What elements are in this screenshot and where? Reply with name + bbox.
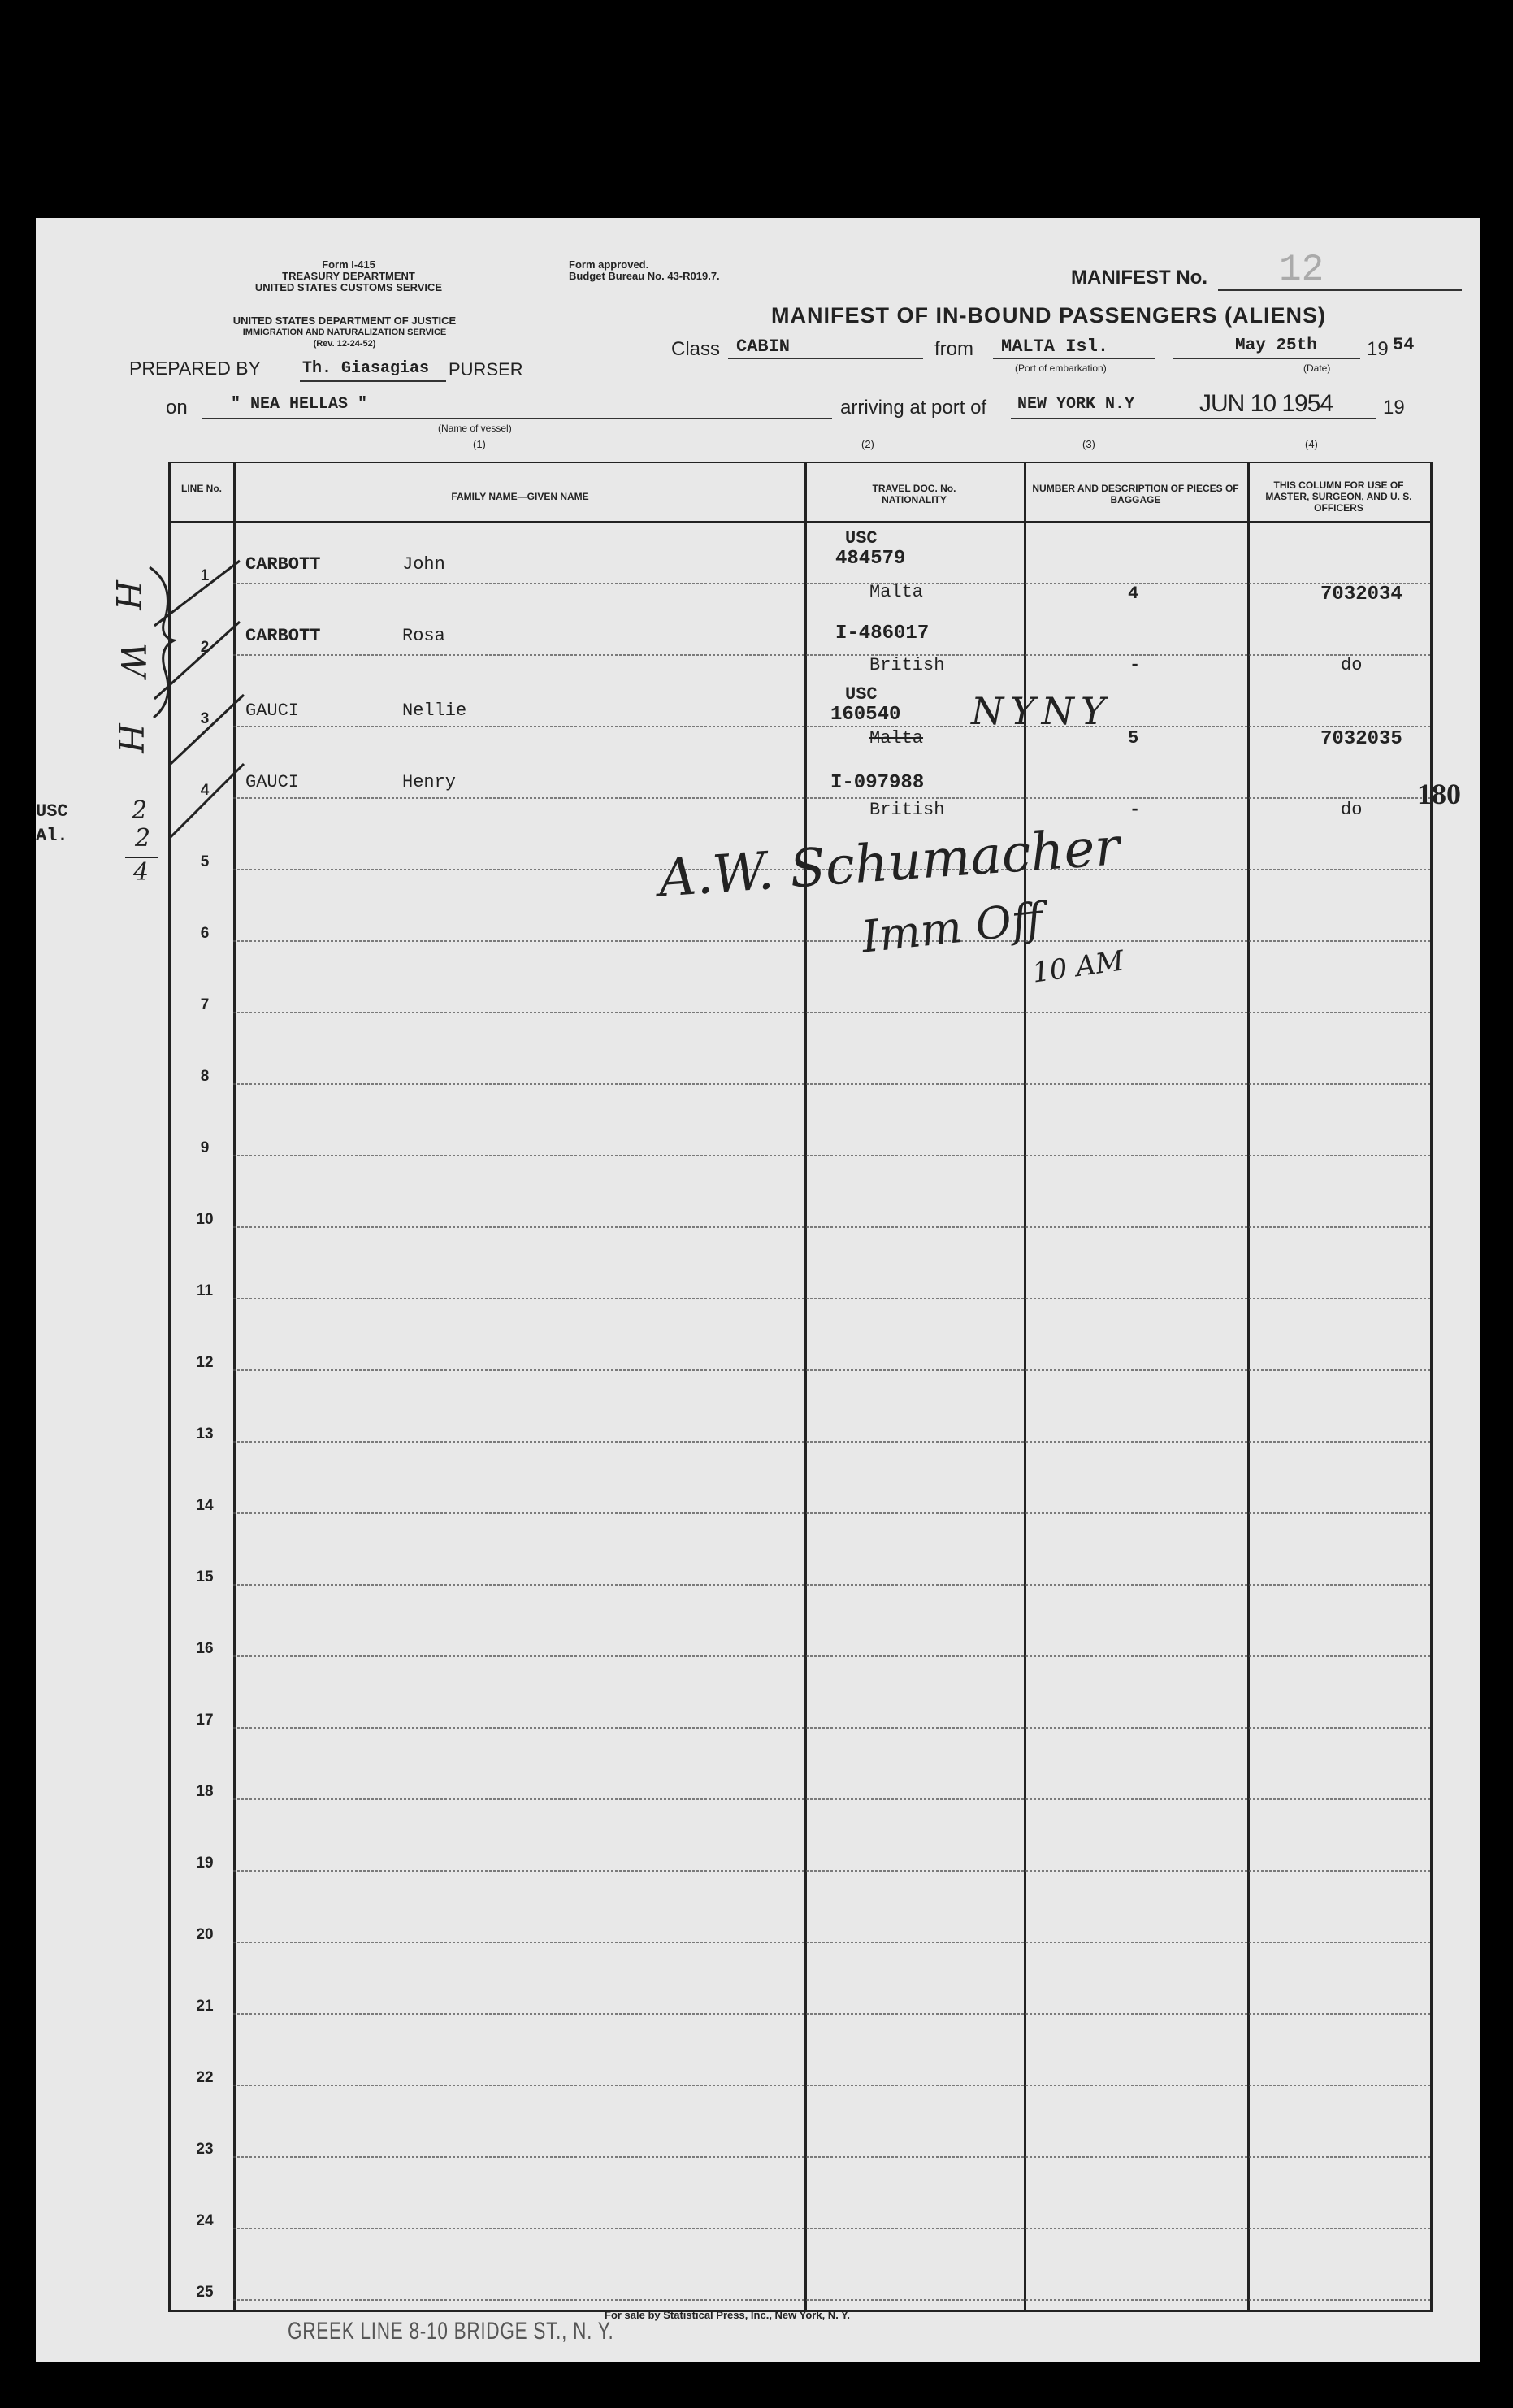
line-number: 4 bbox=[200, 782, 210, 799]
port-embark-caption: (Port of embarkation) bbox=[1015, 362, 1107, 374]
line-number: 5 bbox=[200, 853, 210, 870]
line-number: 1 bbox=[200, 567, 210, 584]
arrival-year-prefix: 19 bbox=[1383, 397, 1405, 419]
departure-date: May 25th bbox=[1235, 336, 1317, 355]
on-label: on bbox=[166, 397, 188, 419]
given-name: Rosa bbox=[402, 626, 445, 646]
line-number: 22 bbox=[196, 2069, 214, 2086]
line-number: 14 bbox=[196, 1497, 214, 1514]
prepared-by-name: Th. Giasagias bbox=[302, 359, 430, 378]
travel-doc: I-097988 bbox=[830, 772, 925, 794]
arriving-label: arriving at port of bbox=[840, 397, 987, 419]
prepared-by-role: PURSER bbox=[449, 359, 523, 380]
line-number: 7 bbox=[200, 996, 210, 1013]
passenger-table bbox=[168, 462, 1433, 2312]
column-number-4: (4) bbox=[1305, 438, 1318, 450]
table-rows bbox=[171, 463, 1430, 2310]
line-number: 2 bbox=[200, 639, 210, 656]
line-number: 15 bbox=[196, 1568, 214, 1586]
line-number: 11 bbox=[196, 1282, 214, 1299]
line-number: 12 bbox=[196, 1354, 214, 1371]
year-prefix: 19 bbox=[1367, 338, 1389, 360]
officer-title: Imm Off bbox=[859, 892, 1046, 963]
margin-w: W bbox=[113, 642, 154, 679]
nationality: British bbox=[869, 800, 945, 820]
line-number: 3 bbox=[200, 710, 210, 727]
line-number: 18 bbox=[196, 1783, 214, 1800]
baggage: - bbox=[1129, 800, 1141, 820]
class-label: Class bbox=[671, 338, 721, 360]
from-label: from bbox=[934, 338, 973, 360]
line-number: 8 bbox=[200, 1068, 210, 1085]
given-name: John bbox=[402, 554, 445, 575]
margin-h-1: H bbox=[107, 580, 148, 610]
line-number: 10 bbox=[196, 1211, 214, 1228]
officer-signature: A.W. Schumacher bbox=[657, 817, 1122, 909]
line-number: 6 bbox=[200, 925, 210, 942]
doc-prefix: USC bbox=[845, 684, 878, 705]
margin-count-2a: 2 bbox=[132, 796, 148, 825]
column-number-1: (1) bbox=[473, 438, 486, 450]
given-name: Henry bbox=[402, 772, 457, 792]
date-caption: (Date) bbox=[1303, 362, 1331, 374]
margin-count-2b: 2 bbox=[135, 824, 151, 853]
column-number-2: (2) bbox=[861, 438, 874, 450]
family-name: CARBOTT bbox=[245, 626, 321, 646]
line-number: 9 bbox=[200, 1139, 210, 1156]
nationality: Malta bbox=[869, 728, 924, 748]
baggage: - bbox=[1129, 655, 1141, 675]
line-number: 13 bbox=[196, 1425, 214, 1443]
line-number: 16 bbox=[196, 1640, 214, 1657]
officer-note: do bbox=[1341, 655, 1363, 675]
manifest-number: 12 bbox=[1279, 249, 1324, 291]
travel-doc: I-486017 bbox=[835, 623, 930, 644]
margin-al: Al. bbox=[36, 826, 68, 846]
side-number: 180 bbox=[1417, 778, 1461, 810]
vessel-caption: (Name of vessel) bbox=[438, 423, 512, 434]
column-header-officers: THIS COLUMN FOR USE OF MASTER, SURGEON, AND U. S. OFFICERS bbox=[1265, 479, 1412, 514]
class-value: CABIN bbox=[736, 336, 791, 357]
vessel-name: " NEA HELLAS " bbox=[231, 395, 368, 414]
form-header-treasury: Form I-415 TREASURY DEPARTMENT UNITED STATES CUSTOMS SERVICE bbox=[254, 258, 443, 293]
prepared-by-label: PREPARED BY bbox=[129, 358, 261, 379]
line-number: 17 bbox=[196, 1712, 214, 1729]
officer-note: 7032034 bbox=[1320, 584, 1402, 605]
handwritten-nyny: NYNY bbox=[971, 689, 1112, 733]
form-header-justice: UNITED STATES DEPARTMENT OF JUSTICE IMMIGRATION AND NATURALIZATION SERVICE (Rev. 12-24-52) bbox=[232, 315, 457, 349]
family-name: GAUCI bbox=[245, 772, 300, 792]
nationality: Malta bbox=[869, 582, 924, 602]
column-header-name: FAMILY NAME—GIVEN NAME bbox=[451, 491, 589, 502]
column-header-travel: TRAVEL DOC. No. NATIONALITY bbox=[872, 483, 956, 505]
baggage: 5 bbox=[1128, 728, 1139, 748]
manifest-page bbox=[36, 218, 1480, 2362]
line-number: 20 bbox=[196, 1926, 214, 1943]
line-number: 25 bbox=[196, 2284, 214, 2301]
margin-count-4: 4 bbox=[133, 858, 150, 887]
manifest-title: MANIFEST OF IN-BOUND PASSENGERS (ALIENS) bbox=[771, 303, 1327, 328]
line-number: 21 bbox=[196, 1998, 214, 2015]
signature-time: 10 AM bbox=[1030, 944, 1126, 990]
line-number: 23 bbox=[196, 2141, 214, 2158]
arrival-date-stamp: JUN 10 1954 bbox=[1199, 390, 1333, 417]
shipping-line-stamp: GREEK LINE 8-10 BRIDGE ST., N. Y. bbox=[288, 2318, 614, 2345]
line-number: 19 bbox=[196, 1855, 214, 1872]
column-header-baggage: NUMBER AND DESCRIPTION OF PIECES OF BAGGAGE bbox=[1032, 483, 1239, 505]
doc-prefix: USC bbox=[845, 528, 878, 549]
baggage: 4 bbox=[1128, 584, 1139, 604]
form-approval: Form approved. Budget Bureau No. 43-R019.7. bbox=[569, 258, 720, 282]
manifest-number-label: MANIFEST No. bbox=[1071, 267, 1207, 289]
margin-h-2: H bbox=[110, 723, 150, 753]
year-suffix: 54 bbox=[1393, 335, 1415, 355]
travel-doc: 484579 bbox=[835, 548, 906, 570]
nationality: British bbox=[869, 655, 945, 675]
line-number: 24 bbox=[196, 2212, 214, 2229]
margin-usc: USC bbox=[36, 801, 68, 822]
margin-brace bbox=[141, 559, 190, 762]
family-name: CARBOTT bbox=[245, 554, 321, 575]
given-name: Nellie bbox=[402, 701, 467, 721]
officer-note: 7032035 bbox=[1320, 728, 1402, 750]
printer-credit: For sale by Statistical Press, Inc., New York, N. Y. bbox=[605, 2309, 851, 2321]
travel-doc: 160540 bbox=[830, 704, 901, 726]
arrival-port: NEW YORK N.Y bbox=[1017, 395, 1135, 414]
family-name: GAUCI bbox=[245, 701, 300, 721]
from-port: MALTA Isl. bbox=[1001, 336, 1109, 357]
column-header-line: LINE No. bbox=[181, 483, 222, 494]
column-number-3: (3) bbox=[1082, 438, 1095, 450]
officer-note: do bbox=[1341, 800, 1363, 820]
